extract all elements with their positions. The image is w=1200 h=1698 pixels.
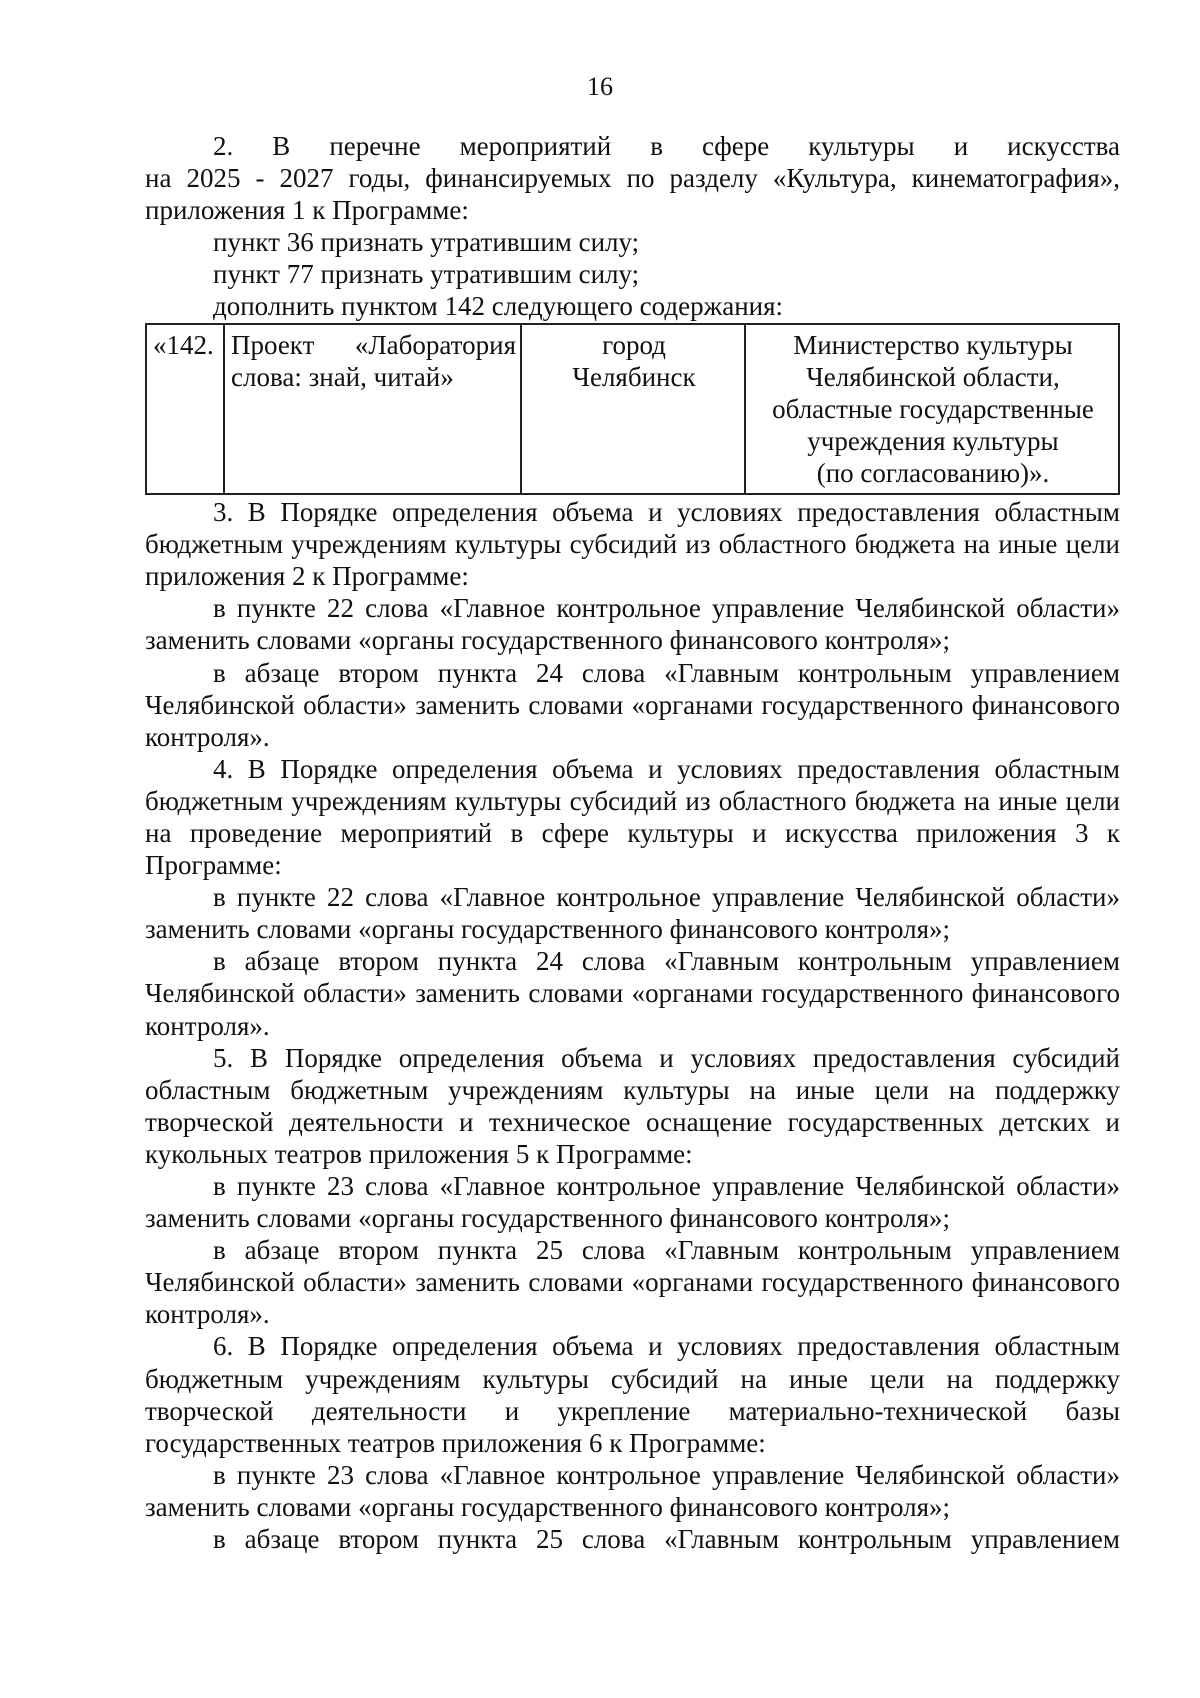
item3-sub-b: в абзаце втором пункта 24 слова «Главным контрольным управлением Челябинской области» заменить словами «органами государственного финансового контроля».: [145, 657, 1120, 752]
item6-sub-b: в абзаце втором пункта 25 слова «Главным контрольным управлением: [213, 1524, 1120, 1555]
row-number: «142.: [153, 329, 214, 360]
item2-sub-point-36: пункт 36 признать утратившим силу;: [213, 227, 640, 258]
event-name-line-1: Проект «Лаборатория: [231, 329, 516, 360]
item4-sub-b: в абзаце втором пункта 24 слова «Главным контрольным управлением Челябинской области» заменить словами «органами государственного финансового контроля».: [145, 946, 1120, 1041]
item2-sub-point-77: пункт 77 признать утратившим силу;: [213, 259, 640, 290]
item2-line2: на 2025 - 2027 годы, финансируемых по разделу «Культура, кинематография»,: [145, 163, 1120, 194]
item3-intro: 3. В Порядке определения объема и условиях предоставления областным бюджетным учреждениям культуры субсидий из областного бюджета на иные цели приложения 2 к Программе:: [145, 497, 1120, 592]
item2-sub-add-142: дополнить пунктом 142 следующего содержания:: [213, 291, 784, 322]
executor-line-4: учреждения культуры: [807, 425, 1059, 456]
table-cell-number: [146, 324, 224, 494]
item6-sub-a: в пункте 23 слова «Главное контрольное управление Челябинской области» заменить словами «органы государственного финансового контроля»;: [145, 1459, 1120, 1522]
table-cell-place: [521, 324, 745, 494]
item5-intro: 5. В Порядке определения объема и условиях предоставления субсидий областным бюджетным учреждениям культуры на иные цели на поддержку творческой деятельности и техническое оснащение государственных детских и кукольных театров приложения 5 к Программе:: [145, 1042, 1120, 1169]
item2-line3: приложения 1 к Программе:: [145, 195, 469, 226]
table-cell-name: [224, 324, 521, 494]
item6-intro: 6. В Порядке определения объема и условиях предоставления областным бюджетным учреждениям культуры субсидий на иные цели на поддержку творческой деятельности и укрепление материально-технической базы государственных театров приложения 6 к Программе:: [145, 1331, 1120, 1458]
item5-sub-a: в пункте 23 слова «Главное контрольное управление Челябинской области» заменить словами «органы государственного финансового контроля»;: [145, 1171, 1120, 1234]
item2-line1: 2. В перечне мероприятий в сфере культуры и искусства: [213, 131, 1120, 161]
item4-intro: 4. В Порядке определения объема и условиях предоставления областным бюджетным учреждениям культуры субсидий из областного бюджета на иные цели на проведение мероприятий в сфере культуры и искусства приложения 3 к Программе:: [145, 753, 1120, 881]
executor-line-1: Министерство культуры: [793, 329, 1073, 360]
page-number: 16: [587, 72, 613, 101]
place-line-2: Челябинск: [572, 361, 696, 392]
table-row: [146, 324, 1119, 494]
executor-line-3: областные государственные: [772, 393, 1094, 424]
item5-sub-b: в абзаце втором пункта 25 слова «Главным контрольным управлением Челябинской области» заменить словами «органами государственного финансового контроля».: [145, 1235, 1120, 1330]
item4-sub-a: в пункте 22 слова «Главное контрольное управление Челябинской области» заменить словами «органы государственного финансового контроля»;: [145, 882, 1120, 945]
executor-line-2: Челябинской области,: [806, 361, 1060, 392]
item3-sub-a: в пункте 22 слова «Главное контрольное управление Челябинской области» заменить словами «органы государственного финансового контроля»;: [145, 593, 1120, 656]
table-cell-executor: [745, 324, 1119, 494]
inserted-row-table: [145, 323, 1120, 495]
event-name-line-2: слова: знай, читай»: [231, 361, 454, 392]
executor-line-5: (по согласованию)».: [816, 457, 1050, 488]
document-body: [145, 130, 1120, 1555]
place-line-1: город: [602, 329, 666, 360]
